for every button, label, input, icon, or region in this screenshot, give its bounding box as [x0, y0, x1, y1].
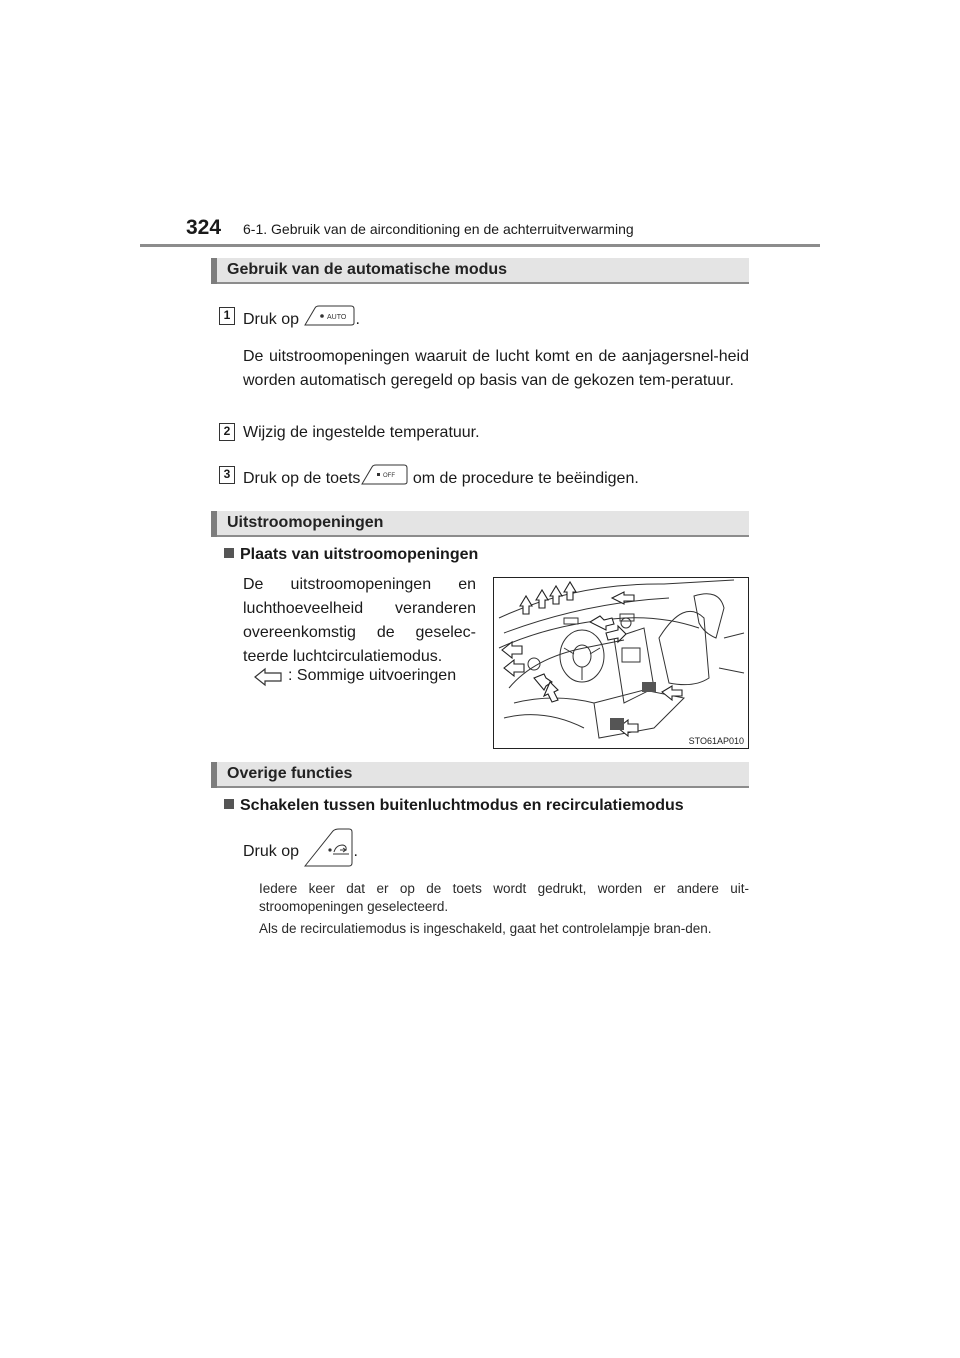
bullet-square [224, 548, 234, 558]
step-3-suffix: om de procedure te beëindigen. [412, 470, 639, 488]
bullet-heading-other-text: Schakelen tussen buitenluchtmodus en recirculatiemodus [240, 797, 684, 814]
step-1-description: De uitstroomopeningen waaruit de lucht komt en de aanjagersnel-heid worden automatisch geregeld op basis van de gekozen tem-peratuur. [243, 348, 749, 389]
step-number-1: 1 [219, 307, 235, 325]
bullet-heading-outlets [224, 546, 478, 564]
outlets-paragraph: De uitstroomopeningen en luchthoeveelheid veranderen overeenkomstig de geselec-teerde luchtcirculatiemodus. [243, 576, 476, 665]
off-button-label: OFF [383, 473, 396, 479]
legend-text: : Sommige uitvoeringen [288, 667, 457, 684]
auto-button-label: AUTO [327, 314, 347, 321]
note-indicator-light: Als de recirculatiemodus is ingeschakeld, gaat het controlelampje bran-den. [259, 921, 712, 936]
header-rule [140, 244, 820, 247]
step-1-prefix: Druk op [243, 311, 300, 329]
step-2: Wijzig de ingestelde temperatuur. [243, 424, 480, 441]
note-outlets-change: Iedere keer dat er op de toets wordt gedrukt, worden er andere uit-stroomopeningen geselecteerd. [259, 881, 749, 914]
page-number: 324 [186, 216, 222, 239]
running-title: 6-1. Gebruik van de airconditioning en de achterruitverwarming [243, 221, 634, 237]
step-3 [243, 464, 639, 494]
figure-code: STO61AP010 [688, 736, 744, 746]
legend-arrow-icon [253, 667, 283, 692]
recirculation-button-icon [303, 828, 353, 876]
step-1 [243, 305, 360, 335]
press-recirc-suffix: . [353, 843, 358, 861]
bullet-square [224, 799, 234, 809]
step-3-prefix: Druk op de toets [243, 470, 361, 488]
car-interior-illustration [493, 577, 749, 749]
section-heading-other [211, 762, 749, 788]
auto-button-icon [303, 305, 355, 335]
section-title-auto: Gebruik van de automatische modus [227, 261, 508, 278]
section-heading-auto [211, 258, 749, 284]
bullet-heading-outlets-text: Plaats van uitstroomopeningen [240, 546, 479, 563]
section-title-other: Overige functies [227, 765, 353, 782]
press-recirc-prefix: Druk op [243, 843, 300, 861]
step-number-3: 3 [219, 466, 235, 484]
step-number-2: 2 [219, 423, 235, 441]
press-recirc [243, 828, 358, 876]
section-heading-outlets [211, 511, 749, 537]
bullet-heading-other [224, 797, 684, 815]
section-title-outlets: Uitstroomopeningen [227, 514, 384, 531]
off-button-icon [360, 464, 408, 494]
step-1-suffix: . [355, 311, 360, 329]
